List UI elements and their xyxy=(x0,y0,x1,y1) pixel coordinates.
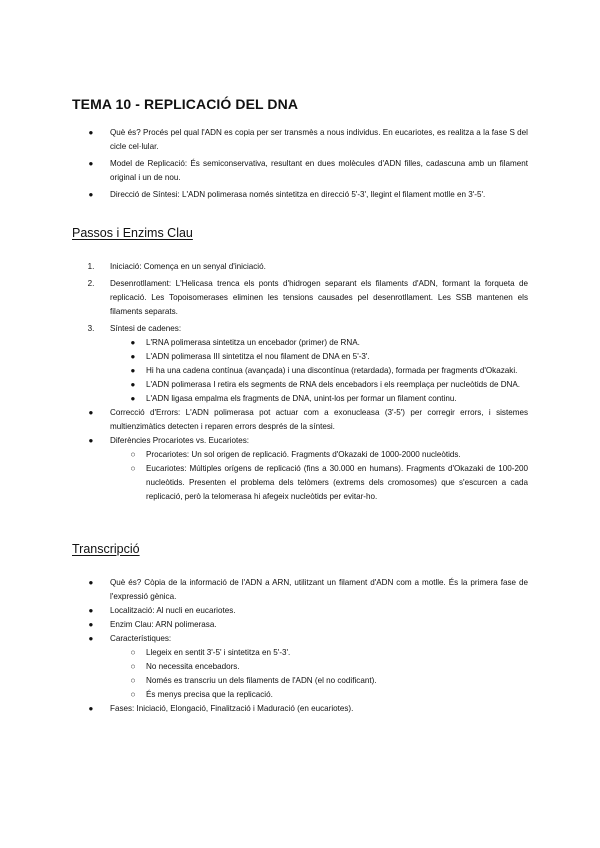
list-item xyxy=(72,434,528,448)
list-item xyxy=(72,392,528,406)
differences-list xyxy=(72,448,528,504)
transcription-text: Característiques: xyxy=(110,634,172,643)
list-item xyxy=(72,688,528,702)
bullet-icon: ● xyxy=(130,380,136,389)
list-item xyxy=(72,660,528,674)
phases-text: Fases: Iniciació, Elongació, Finalització i Maduració (en eucariotes). xyxy=(110,704,354,713)
list-item xyxy=(72,576,528,604)
feature-text: És menys precisa que la replicació. xyxy=(146,690,273,699)
replication-notes-list xyxy=(72,406,528,448)
bullet-icon: ● xyxy=(88,190,94,199)
list-item xyxy=(72,632,528,646)
section-heading-transcription: Transcripció xyxy=(72,542,140,556)
list-item xyxy=(72,188,528,202)
intro-list xyxy=(72,126,528,202)
list-item xyxy=(72,646,528,660)
step-text: Síntesi de cadenes: xyxy=(110,324,182,333)
section-heading-steps: Passos i Enzims Clau xyxy=(72,226,193,240)
synthesis-text: L'ADN ligasa empalma els fragments de DNA, unint-los per formar un filament continu. xyxy=(146,394,457,403)
feature-text: Només es transcriu un dels filaments de l'ADN (el no codificant). xyxy=(146,676,377,685)
list-item xyxy=(72,448,528,462)
bullet-icon: ● xyxy=(88,704,94,713)
list-item xyxy=(72,674,528,688)
bullet-icon: ● xyxy=(88,620,94,629)
bullet-icon: ● xyxy=(88,606,94,615)
transcription-list xyxy=(72,576,528,646)
difference-text: Procariotes: Un sol origen de replicació. Fragments d'Okazaki de 1000-2000 nucleòtids. xyxy=(146,450,461,459)
intro-section xyxy=(72,126,528,202)
step-number: 3. xyxy=(87,324,95,333)
feature-text: No necessita encebadors. xyxy=(146,662,240,671)
list-item xyxy=(72,406,528,434)
circle-bullet-icon: ○ xyxy=(130,676,136,685)
list-item xyxy=(72,260,528,274)
list-item xyxy=(72,604,528,618)
list-item xyxy=(72,618,528,632)
bullet-icon: ● xyxy=(130,394,136,403)
synthesis-text: Hi ha una cadena contínua (avançada) i una discontínua (retardada), formada per fragments d'Okazaki. xyxy=(146,366,518,375)
page-title: TEMA 10 - REPLICACIÓ DEL DNA xyxy=(72,96,299,112)
circle-bullet-icon: ○ xyxy=(130,450,136,459)
transcription-text: Localització: Al nucli en eucariotes. xyxy=(110,606,236,615)
list-item xyxy=(72,350,528,364)
synthesis-list xyxy=(72,336,528,406)
transcription-text: Enzim Clau: ARN polimerasa. xyxy=(110,620,217,629)
synthesis-text: L'ADN polimerasa III sintetitza el nou filament de DNA en 5'-3'. xyxy=(146,352,370,361)
steps-section xyxy=(72,260,528,504)
bullet-icon: ● xyxy=(88,578,94,587)
step-number: 2. xyxy=(87,279,95,288)
phases-list xyxy=(72,702,528,716)
circle-bullet-icon: ○ xyxy=(130,648,136,657)
step-text: Desenrotllament: L'Helicasa trenca els ponts d'hidrogen separant els filaments d'ADN, formant la forqueta de replicació. Les Topoisomerases eliminen les tensions causades pel desenrotllament. Les SSB mantenen els filaments separats. xyxy=(110,279,528,316)
synthesis-text: L'ADN polimerasa I retira els segments de RNA dels encebadors i els reemplaça per nucleòtids de DNA. xyxy=(146,380,521,389)
list-item xyxy=(72,378,528,392)
synthesis-text: L'RNA polimerasa sintetitza un encebador (primer) de RNA. xyxy=(146,338,360,347)
feature-text: Llegeix en sentit 3'-5' i sintetitza en 5'-3'. xyxy=(146,648,291,657)
steps-list xyxy=(72,260,528,336)
transcription-section xyxy=(72,576,528,716)
circle-bullet-icon: ○ xyxy=(130,464,136,473)
bullet-icon: ● xyxy=(88,159,94,168)
bullet-icon: ● xyxy=(88,436,94,445)
list-item xyxy=(72,277,528,319)
list-item xyxy=(72,322,528,336)
correction-text: Correcció d'Errors: L'ADN polimerasa pot actuar com a exonucleasa (3'-5') per corregir errors, i sistemes multienzimàtics detecten i reparen errors després de la síntesi. xyxy=(110,408,528,431)
bullet-icon: ● xyxy=(130,366,136,375)
bullet-icon: ● xyxy=(130,352,136,361)
bullet-icon: ● xyxy=(130,338,136,347)
list-item xyxy=(72,336,528,350)
intro-text-model: Model de Replicació: És semiconservativa, resultant en dues molècules d'ADN filles, cadascuna amb un filament original i un de nou. xyxy=(110,159,528,182)
circle-bullet-icon: ○ xyxy=(130,690,136,699)
list-item xyxy=(72,157,528,185)
features-list xyxy=(72,646,528,702)
list-item xyxy=(72,702,528,716)
step-text: Iniciació: Comença en un senyal d'iniciació. xyxy=(110,262,266,271)
transcription-text: Què és? Còpia de la informació de l'ADN a ARN, utilitzant un filament d'ADN com a motlle. És la primera fase de l'expressió gènica. xyxy=(110,578,528,601)
difference-text: Eucariotes: Múltiples orígens de replicació (fins a 30.000 en humans). Fragments d'Okazaki de 100-200 nucleòtids. Presenten el problema dels telòmers (extrems dels cromosomes) que s'escurcen a cada replicació, però la telomerasa hi afegeix nucleòtids per evitar-ho. xyxy=(146,464,528,501)
bullet-icon: ● xyxy=(88,634,94,643)
intro-text-what: Què és? Procés pel qual l'ADN es copia per ser transmès a nous individus. En eucariotes, es realitza a la fase S del cicle cel·lular. xyxy=(110,128,528,151)
list-item xyxy=(72,126,528,154)
bullet-icon: ● xyxy=(88,128,94,137)
differences-text: Diferències Procariotes vs. Eucariotes: xyxy=(110,436,249,445)
intro-text-direction: Direcció de Síntesi: L'ADN polimerasa només sintetitza en direcció 5'-3', llegint el filament motlle en 3'-5'. xyxy=(110,190,486,199)
step-number: 1. xyxy=(87,262,95,271)
bullet-icon: ● xyxy=(88,408,94,417)
circle-bullet-icon: ○ xyxy=(130,662,136,671)
list-item xyxy=(72,462,528,504)
list-item xyxy=(72,364,528,378)
